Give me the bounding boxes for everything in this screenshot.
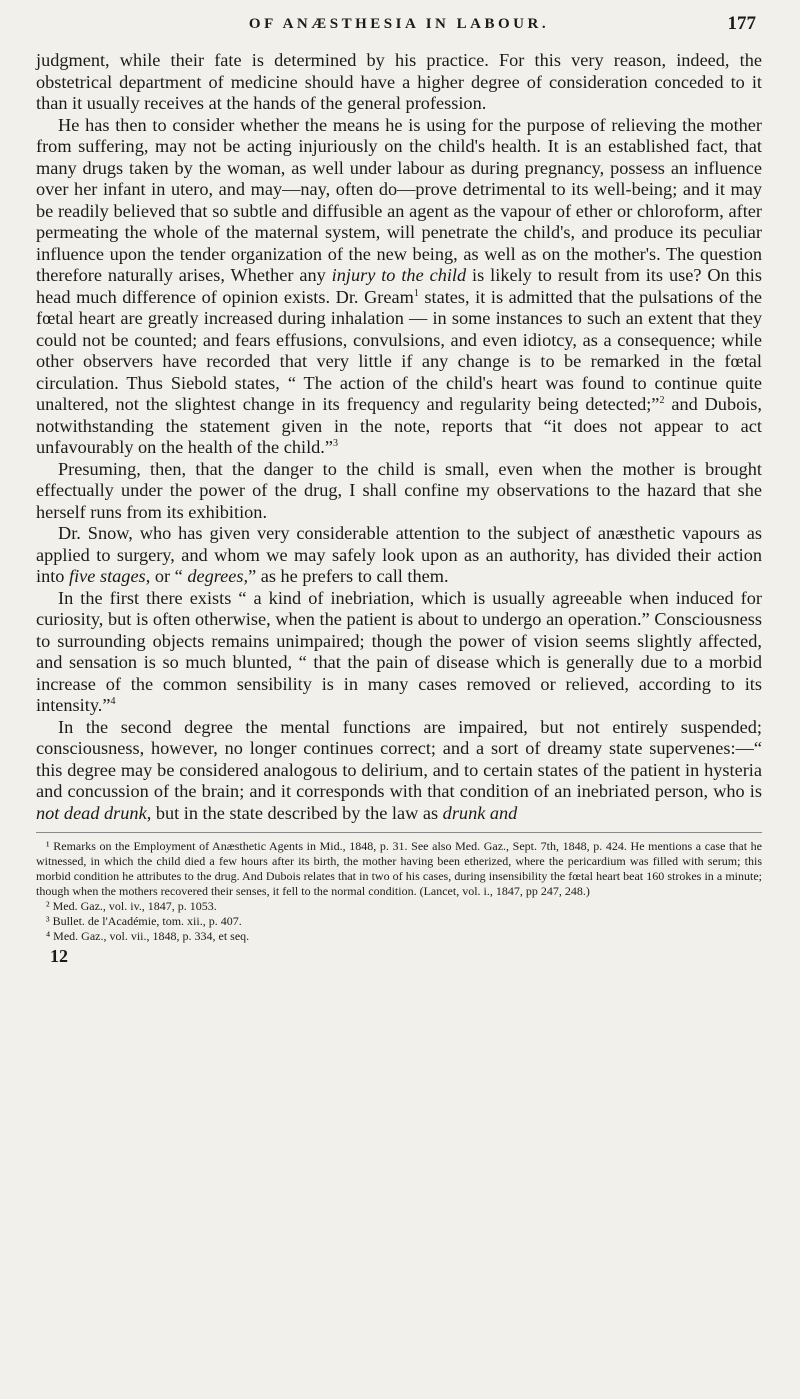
footnote-4: ⁴ Med. Gaz., vol. vii., 1848, p. 334, et seq. xyxy=(46,929,250,943)
footnote-1: ¹ Remarks on the Employment of Anæsthetic Agents in Mid., 1848, p. 31. See also Med. Gaz., Sept. 7th, 1848, p. 424. He mentions a case that he witnessed, in which the child died a few hours after its birth, the mother having been etherized, where the pericardium was filled with serum; this morbid condition he attributes to the drug. And Dubois relates that in two of his cases, during insensibility the fœtal heart beat 160 strokes in a minute; though when the mothers recovered their senses, it fell to the normal condition. (Lancet, vol. i., 1847, pp 247, 248.) xyxy=(36,839,762,898)
footnote-ref-3[interactable]: 3 xyxy=(332,437,338,449)
paragraph-4-text-a: Dr. Snow, who has given very considerable attention to the subject of anæsthetic vapours as applied to surgery, and whom we may safely look upon as an authority, has divided their action into xyxy=(36,523,762,586)
footnotes xyxy=(36,839,762,944)
footnote-ref-2[interactable]: 2 xyxy=(659,394,665,406)
paragraph-2-text-a: He has then to consider whether the means he is using for the purpose of relieving the mother from suffering, may not be acting injuriously on the child's health. It is an established fact, that many drugs taken by the woman, as well under labour as during pregnancy, possess an influence over her infant in utero, and may—nay, often do—prove detrimental to its well-being; and it may be readily believed that so subtle and diffusible an agent as the vapour of ether or chloroform, after permeating the whole of the maternal system, will penetrate the child's, and produce its peculiar influence upon the tender organization of the new being, as well as on the mother's. The question therefore naturally arises, Whether any xyxy=(36,114,762,285)
paragraph-2-text-b: is likely to result from its use? On this head much difference of opinion exists. Dr. Gream xyxy=(36,265,763,307)
signature-mark: 12 xyxy=(50,946,68,966)
page-number: 177 xyxy=(727,13,756,34)
paragraph-5-text: In the first there exists “ a kind of inebriation, which is usually agreeable when induced for curiosity, but is often otherwise, when the patient is about to undergo an operation.” Consciousness to surrounding objects remains unimpaired; though the power of vision seems slightly affected, and sensation is so much blunted, “ that the pain of disease which is generally due to a morbid increase of the common sensibility is in many cases removed or relieved, according to its intensity.” xyxy=(36,587,762,715)
paragraph-5 xyxy=(36,588,762,717)
footnote-ref-1[interactable]: 1 xyxy=(413,287,419,299)
paragraph-2-text-d: and Dubois, notwithstanding the statement given in the note, reports that “it does not appear to act unfavourably on the health of the child.” xyxy=(36,394,762,457)
paragraph-6-text-b: , but in the state described by the law as xyxy=(146,802,443,823)
footnote-divider xyxy=(36,832,762,833)
running-title: OF ANÆSTHESIA IN LABOUR. xyxy=(248,16,550,32)
paragraph-4 xyxy=(36,523,762,588)
emphasis-degrees: degrees, xyxy=(187,566,249,586)
paragraph-1: judgment, while their fate is determined by his practice. For this very reason, indeed, the obstetrical department of medicine should have a higher degree of consideration conceded to it than it usually receives at the hands of the general profession. xyxy=(36,50,762,113)
paragraph-6 xyxy=(36,717,762,825)
emphasis-five-stages: five stages xyxy=(69,566,146,586)
paragraph-4-text-c: ” as he prefers to call them. xyxy=(248,566,449,586)
emphasis-drunk-and: drunk and xyxy=(442,802,518,823)
page-header xyxy=(36,10,762,38)
paragraph-2 xyxy=(36,115,762,459)
footnote-2: ² Med. Gaz., vol. iv., 1847, p. 1053. xyxy=(46,899,217,913)
paragraph-4-text-b: , or “ xyxy=(145,566,188,586)
paragraph-3: Presuming, then, that the danger to the child is small, even when the mother is brought effectually under the power of the drug, I shall confine my observations to the hazard that she herself runs from its exhibition. xyxy=(36,458,762,522)
footnote-3: ³ Bullet. de l'Académie, tom. xii., p. 407. xyxy=(46,914,242,928)
body-text xyxy=(36,50,762,824)
footnote-ref-4[interactable]: 4 xyxy=(110,695,116,707)
emphasis-not-dead-drunk: not dead drunk xyxy=(36,802,147,823)
paragraph-2-text-c: states, it is admitted that the pulsations of the fœtal heart are greatly increased during inhalation — in some instances to such an extent that they could not be counted; and fears effusions, convulsions, and even idiotcy, as a consequence; while other observers have recorded that very little if any change is to be remarked in the fœtal circulation. Thus Siebold states, “ The action of the child's heart was found to continue quite unaltered, not the slightest change in its frequency and regularity being detected;” xyxy=(36,286,762,414)
paragraph-6-text-a: In the second degree the mental functions are impaired, but not entirely suspended; consciousness, however, no longer continues correct; and a sort of dreamy state supervenes:—“ this degree may be considered analogous to delirium, and to certain states of the patient in hysteria and concussion of the brain; and it corresponds with that condition of an inebriated person, who is xyxy=(36,716,762,801)
emphasis-injury-to-child: injury to the child xyxy=(331,265,467,285)
